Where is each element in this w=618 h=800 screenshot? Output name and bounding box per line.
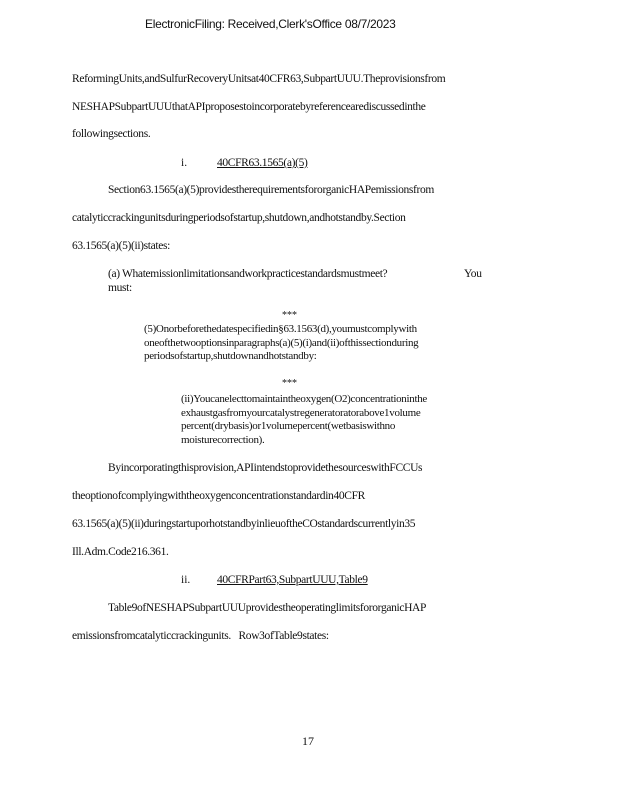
body-line: catalyticcrackingunitsduringperiodsofstartup,shutdown,andhotstandby.Section [72, 212, 406, 224]
quote-line: (a) Whatemissionlimitationsandworkpracticestandardsmustmeet? [108, 268, 388, 280]
quote-line: You [464, 268, 482, 280]
quoted-paragraph-5: (5)Onorbeforethedatespecifiedin§63.1563(d),youmustcomplywith oneofthetwooptionsinparagraphs(a)(5)(i)and(ii)ofthissectionduring periodsofstartup,shutdownandhotstandby: [144, 323, 419, 362]
quoted-paragraph-ii: (ii)Youcanelecttomaintaintheoxygen(O2)concentrationinthe exhaustgasfromyourcatalystregeneratoratorabove1volume percent(drybasis)or1volumepercent(wetbasiswithno moisturecorrection). [181, 393, 427, 446]
heading-number: ii. [181, 574, 191, 586]
body-line: Ill.Adm.Code216.361. [72, 546, 169, 558]
ellipsis-stars: *** [282, 378, 297, 389]
page-number: 17 [302, 734, 314, 748]
filing-header: ElectronicFiling: Received,Clerk'sOffice 08/7/2023 [145, 17, 396, 31]
heading-number: i. [181, 157, 188, 169]
body-line: Section63.1565(a)(5)providestherequirementsfororganicHAPemissionsfrom [108, 184, 434, 196]
body-line: followingsections. [72, 128, 151, 140]
body-line: ReformingUnits,andSulfurRecoveryUnitsat40CFR63,SubpartUUU.Theprovisionsfrom [72, 73, 446, 85]
section-heading: 40CFR63.1565(a)(5) [217, 157, 308, 169]
body-line: 63.1565(a)(5)(ii)duringstartuporhotstandbyinlieuoftheCOstandardscurrentlyin35 [72, 518, 416, 530]
section-heading: 40CFRPart63,SubpartUUU,Table9 [217, 574, 368, 586]
body-line: emissionsfromcatalyticcrackingunits. Row3ofTable9states: [72, 630, 329, 642]
body-line: theoptionofcomplyingwiththeoxygenconcentrationstandardin40CFR [72, 490, 365, 502]
quote-line: must: [108, 282, 132, 294]
body-line: 63.1565(a)(5)(ii)states: [72, 240, 170, 252]
body-line: Table9ofNESHAPSubpartUUUprovidestheoperatinglimitsfororganicHAP [108, 602, 427, 614]
body-line: Byincorporatingthisprovision,APIintendstoprovidethesourceswithFCCUs [108, 462, 423, 474]
ellipsis-stars: *** [282, 310, 297, 321]
body-line: NESHAPSubpartUUUthatAPIproposestoincorporatebyreferencearediscussedinthe [72, 101, 426, 113]
